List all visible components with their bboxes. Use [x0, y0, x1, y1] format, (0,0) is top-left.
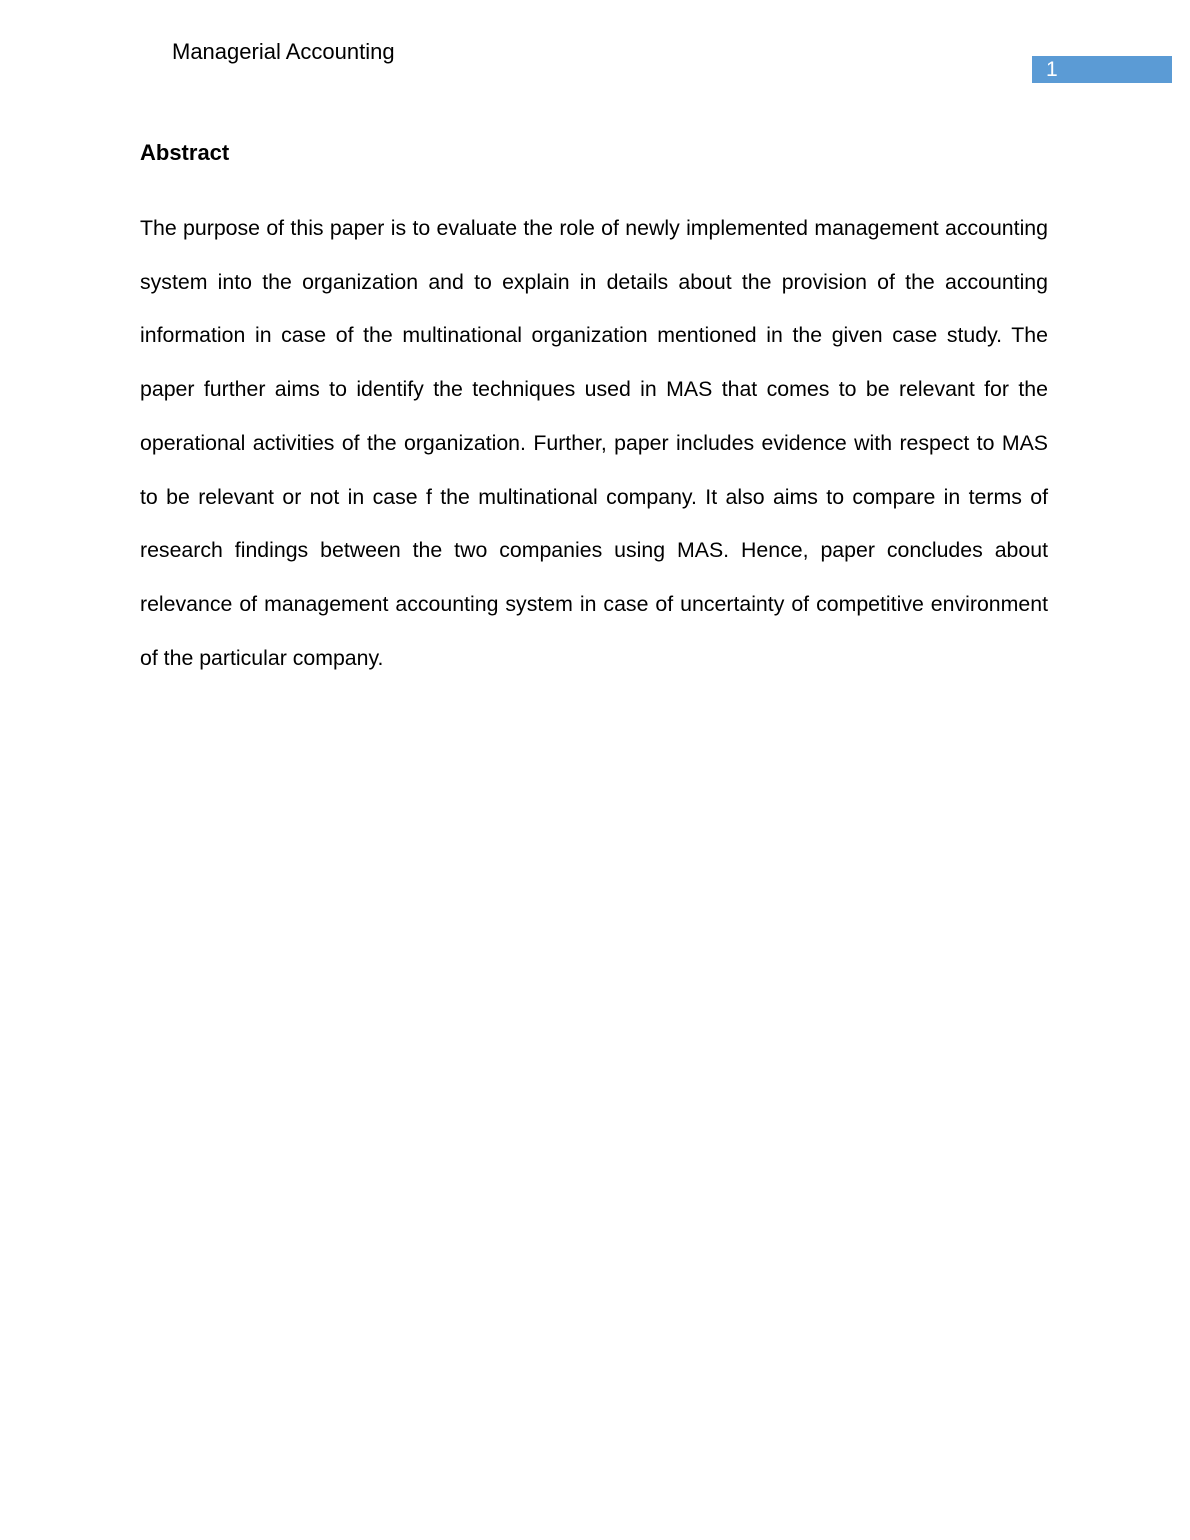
page-number: 1 [1046, 58, 1058, 81]
page-number-badge [1032, 56, 1172, 83]
section-heading: Abstract [140, 140, 230, 165]
running-header-title: Managerial Accounting [172, 39, 395, 64]
abstract-paragraph: The purpose of this paper is to evaluate the role of newly implemented management accounting system into the organization and to explain in details about the provision of the accounting information in case of the multinational organization mentioned in the given case study. The paper further aims to identify the techniques used in MAS that comes to be relevant for the operational activities of the organization. Further, paper includes evidence with respect to MAS to be relevant or not in case f the multinational company. It also aims to compare in terms of research findings between the two companies using MAS. Hence, paper concludes about relevance of management accounting system in case of uncertainty of competitive environment of the particular company. [140, 216, 1048, 670]
